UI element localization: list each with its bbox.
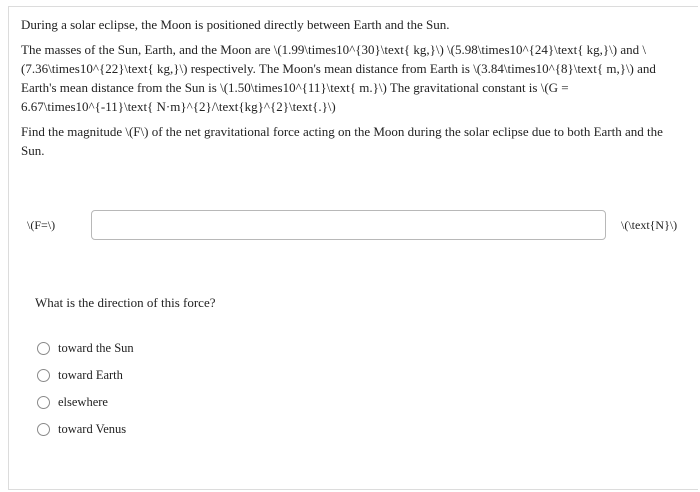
option-toward-venus[interactable] [37, 419, 126, 439]
option-label: toward Earth [58, 367, 123, 382]
option-elsewhere[interactable] [37, 392, 108, 412]
option-toward-earth[interactable] [37, 365, 123, 385]
question-given-values: The masses of the Sun, Earth, and the Moon are \(1.99\times10^{30}\text{ kg,}\) \(5.98\times10^{24}\text{ kg,}\) and \(7.36\times10^{22}\text{ kg,}\) respectively. The Moon's mean distance from Earth is \(3.84\times10^{8}\text{ m,}\) and Earth's mean distance from the Sun is \(1.50\times10^{11}\text{ m.}\) The gravitational constant is \(G = 6.67\times10^{-11}\text{ N·m}^{2}/\text{kg}^{2}\text{.}\) [21, 42, 656, 114]
answer-row [9, 210, 698, 242]
answer-lhs-label: \(F=\) [27, 218, 56, 232]
radio-button[interactable] [37, 342, 50, 355]
force-answer-input[interactable] [91, 210, 606, 240]
radio-button[interactable] [37, 423, 50, 436]
option-label: toward Venus [58, 421, 127, 436]
question-prompt: Find the magnitude \(F\) of the net gravitational force acting on the Moon during the solar eclipse due to both Earth and the Sun. [21, 124, 663, 158]
direction-question: What is the direction of this force? [35, 295, 216, 310]
question-card [8, 6, 698, 490]
answer-unit-label: \(\text{N}\) [621, 218, 678, 232]
option-label: toward the Sun [58, 340, 134, 355]
question-context: During a solar eclipse, the Moon is positioned directly between Earth and the Sun. [21, 17, 450, 32]
option-label: elsewhere [58, 394, 108, 409]
radio-button[interactable] [37, 396, 50, 409]
radio-button[interactable] [37, 369, 50, 382]
option-toward-sun[interactable] [37, 338, 134, 358]
